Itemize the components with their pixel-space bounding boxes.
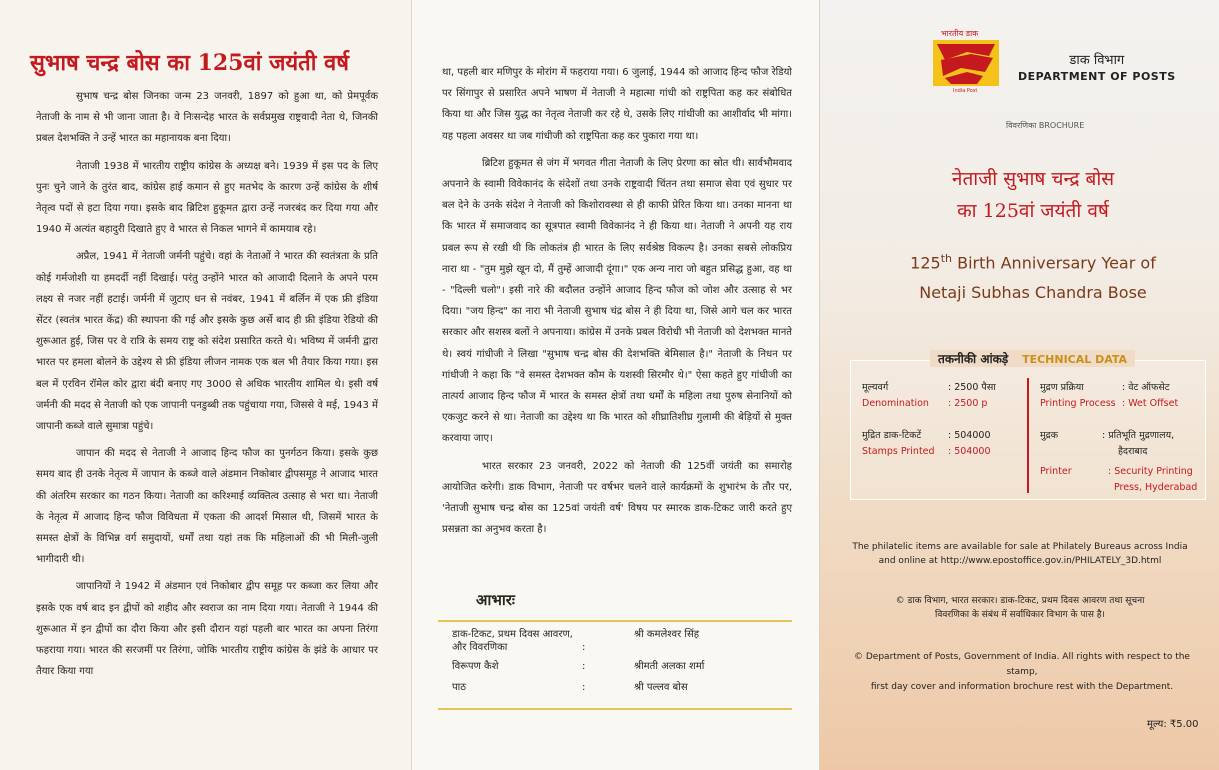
process-value-en: : Wet Offset <box>1122 398 1179 409</box>
ack-row <box>438 681 792 694</box>
ack-name: श्री पल्लव बोस <box>634 682 688 693</box>
ack-role: पाठ <box>452 682 467 693</box>
left-paragraph: जापानियों ने 1942 में अंडमान एवं निकोबार द्वीप समूह पर कब्जा कर लिया और इसके एक वर्ष बाद इन द्वीपों को शहीद और स्वराज का नाम दिया गया। नेताजी ने 1944 की शुरूआत में इन द्वीपों का दौरा किया और इसी दौरान यहां पहली बार भारत का अपना तिरंगा फहराया गया। भारत की सरजमीं पर तिरंगा, जोकि भारतीय राष्ट्रीय कांग्रेस के झंडे के आधार पर तैयार किया गया <box>36 581 378 678</box>
ack-row <box>438 628 792 654</box>
title-number: 125 <box>910 253 941 273</box>
tech-divider <box>1027 378 1029 493</box>
process-label-en: Printing Process <box>1040 398 1116 409</box>
denomination-value-hi: : 2500 पैसा <box>948 382 996 393</box>
title-rest: Birth Anniversary Year of <box>952 253 1156 273</box>
brochure-label: विवरणिका BROCHURE <box>1006 121 1085 130</box>
ack-name: श्री कमलेश्वर सिंह <box>634 629 700 640</box>
left-title: सुभाष चन्द्र बोस का 125वां जयंती वर्ष <box>30 50 350 76</box>
price-label: मूल्य: ₹5.00 <box>1147 719 1199 730</box>
sale-note-line1: The philatelic items are available for sale at Philately Bureaus across India <box>852 542 1188 552</box>
printer-label-en: Printer <box>1040 466 1072 477</box>
ack-colon: : <box>582 661 586 672</box>
left-body <box>36 86 378 688</box>
process-label-hi: मुद्रण प्रक्रिया <box>1040 382 1084 393</box>
cover-title-hindi <box>908 163 1158 227</box>
copyright-english-line2: first day cover and information brochure rest with the Department. <box>870 682 1174 692</box>
cover-title-hindi-line1: नेताजी सुभाष चन्द्र बोस <box>951 168 1115 190</box>
ack-divider <box>438 708 792 710</box>
printer-label-hi: मुद्रक <box>1040 430 1059 441</box>
india-post-logo <box>931 30 1003 94</box>
cover-title-english <box>888 244 1178 308</box>
sale-note-line2: and online at http://www.epostoffice.gov.in/PHILATELY_3D.html <box>878 556 1162 566</box>
ack-title: आभारः <box>476 591 515 609</box>
middle-paragraph: भारत सरकार 23 जनवरी, 2022 को नेताजी की 125वीं जयंती का समारोह आयोजित करेगी। डाक विभाग, नेताजी पर वर्षभर चलने वाले कार्यक्रमों के शुभारंभ के तौर पर, 'नेताजी सुभाष चन्द्र बोस का 125वां जयंती वर्ष' विषय पर स्मारक डाक-टिकट जारी करते हुए प्रसन्नता का अनुभव करता है। <box>442 460 792 536</box>
copyright-hindi-line1: © डाक विभाग, भारत सरकार। डाक-टिकट, प्रथम दिवस आवरण तथा सूचना <box>895 596 1145 606</box>
printed-label-en: Stamps Printed <box>862 446 935 457</box>
tech-denomination <box>862 380 996 412</box>
printed-label-hi: मुद्रित डाक-टिकटें <box>862 430 922 441</box>
copyright-english <box>842 650 1202 695</box>
printer-value-en: : Security Printing <box>1108 466 1193 477</box>
denomination-value-en: : 2500 p <box>948 398 988 409</box>
tech-printing-process <box>1040 380 1178 412</box>
cover-title-english-line2: Netaji Subhas Chandra Bose <box>919 283 1147 303</box>
copyright-english-line1: © Department of Posts, Government of India. All rights with respect to the stamp, <box>854 652 1190 677</box>
printed-value-hi: : 504000 <box>948 430 991 441</box>
ack-colon: : <box>582 642 586 653</box>
left-paragraph: अप्रैल, 1941 में नेताजी जर्मनी पहुंचे। वहां के नेताओं ने भारत की स्वतंत्रता के प्रति कोई गर्मजोशी या हमदर्दी नहीं दिखाई। परंतु उन्होंने भारत को आजादी दिलाने के अपने परम लक्ष्य से नजर नहीं हटाई। जर्मनी में जुटाए धन से नवंबर, 1941 में बर्लिन में एक फ्री इंडिया सेंटर (स्वतंत्र भारत केंद्र) की स्थापना की गई और इसके कुछ अर्से बाद ही फ्री इंडिया रेडियो की शुरूआत हुई, जिस पर वे रात्रि के समय राष्ट्र को संदेश प्रसारित करते थे। भविष्य में जर्मनी द्वारा भारत पर हमला बोलने के उद्देश्य से फ्री इंडिया लीजन नामक एक बल भी तैयार किया गया। इस बल में एरविन रॉमेल कोर द्वारा बंदी बनाए गए 3000 से अधिक भारतीय शामिल थे। इसी वर्ष जर्मनी की मदद से नेताजी को एक जापानी पनडुब्बी तक पहुंचाया गया, जिससे वे मई, 1943 में जापानी कब्जे वाले सुमात्रा पहुंचे। <box>36 251 378 433</box>
ack-role: विरूपण कैशे <box>452 661 499 672</box>
acknowledgements <box>438 590 792 710</box>
middle-paragraph: ब्रिटिश हुकूमत से जंग में भगवत गीता नेताजी के लिए प्रेरणा का स्रोत थी। सार्वभौमवाद अपनाने के स्वामी विवेकानंद के संदेशों तथा उनके राष्ट्रवादी चिंतन तथा समाज सेवा एवं सुधार पर बल देने के उनके संदेश ने नेताजी को किशोरावस्था से ही काफी प्रेरित किया था। उनका मानना था कि भारत में समाजवाद का सूत्रपात स्वामी विवेकानंद ने ही किया था। नेताजी ने अपनी यह राय प्रबल रूप से रखी थी कि लोकतंत्र ही भारत के लिए सर्वश्रेष्ठ विकल्प है। उनका सबसे लोकप्रिय नारा था - "तुम मुझे खून दो, मैं तुम्हें आजादी दूंगा।" एक अन्य नारा जो बहुत प्रसिद्ध हुआ, वह था - "दिल्ली चलो"। इसी नारे की बदौलत उन्होंने आजाद हिन्द फौज को जोश और उत्साह से भर दिया। "जय हिन्द" का नारा भी नेताजी सुभाष चंद्र बोस ने ही दिया था, जिसे आगे चल कर भारत सरकार और सशस्त्र बलों ने अपनाया। कांग्रेस में उनके प्रबल विरोधी भी नेताजी को देशभक्त मानते थे। स्वयं गांधीजी ने लिखा "सुभाष चन्द्र बोस की देशभक्ति बेमिसाल है।" नेताजी के निधन पर गांधीजी ने कहा कि "वे समस्त देशभक्त कौम के यशस्वी सिरमौर थे।" ऐसा कहते हुए गांधीजी का तात्पर्य आजाद हिन्द फौज में भारत के समस्त क्षेत्रों तथा धर्मों के महिला तथा पुरुष सेनानियों को एकजुट करने से था। नेताजी का उद्देश्य था कि भारत को शीघ्रातिशीघ्र गुलामी की बेड़ियों से मुक्त करवाया जाए। <box>442 157 792 445</box>
right-panel <box>820 0 1219 770</box>
ack-row <box>438 660 792 673</box>
ack-colon: : <box>582 682 586 693</box>
title-ordinal: th <box>940 252 953 265</box>
copyright-hindi-line2: विवरणिका के संबंध में सर्वाधिकार विभाग के पास है। <box>935 610 1105 620</box>
cover-title-hindi-line2: का 125वां जयंती वर्ष <box>957 200 1109 222</box>
logo-hindi-text: भारतीय डाक <box>941 29 979 38</box>
dept-english: DEPARTMENT OF POSTS <box>1018 70 1176 83</box>
printer-value-en-city: Press, Hyderabad <box>1114 482 1198 493</box>
left-paragraph: सुभाष चन्द्र बोस जिनका जन्म 23 जनवरी, 1897 को हुआ था, को प्रेमपूर्वक नेताजी के नाम से भी जाना जाता है। वे निःसन्देह भारत के सर्वप्रमुख राष्ट्रवादी नेता थे, जिनकी प्रबल देशभक्ति ने उन्हें भारत का महानायक बना दिया। <box>36 91 378 145</box>
printer-value-hi-city: हैदराबाद <box>1118 446 1148 457</box>
left-paragraph: नेताजी 1938 में भारतीय राष्ट्रीय कांग्रेस के अध्यक्ष बने। 1939 में इस पद के लिए पुनः चुने जाने के तुरंत बाद, कांग्रेस हाई कमान से हुए मतभेद के कारण उन्हें कांग्रेस के शीर्ष नेतृत्व पदों से हटा दिया गया। इसके बाद ब्रिटिश हुकूमत द्वारा उन्हें नजरबंद कर दिया गया और 1940 में अत्यंत बहादुरी दिखाते हुए वे भारत से निकल भागने में कामयाब रहे। <box>36 160 378 236</box>
left-panel <box>0 0 412 770</box>
tech-heading-english: TECHNICAL DATA <box>1022 353 1128 366</box>
sale-note <box>850 540 1190 568</box>
dept-hindi: डाक विभाग <box>1069 53 1125 68</box>
left-paragraph: जापान की मदद से नेताजी ने आजाद हिन्द फौज का पुनर्गठन किया। इसके कुछ समय बाद ही उनके नेतृत्व में जापान के कब्जे वाले अंडमान निकोबार द्वीपसमूह ने आजाद भारत की अंतरिम सरकार का गठन किया। नेताजी का करिश्माई व्यक्तित्व उत्साह से भरा था। नेताजी के नेतृत्व में आजाद हिन्द फौज विविधता में एकता की आदर्श मिसाल थी, जिसमें भारत के समस्त क्षेत्रों के विभिन्न वर्ग समुदायों, धर्मों तथा यहां तक कि महिलाओं की भी मिली-जुली भागीदारी थी। <box>36 448 378 566</box>
middle-body <box>442 62 792 546</box>
denomination-label-en: Denomination <box>862 398 929 409</box>
denomination-label-hi: मूल्यवर्ग <box>862 382 889 393</box>
process-value-hi: : वेट ऑफसेट <box>1122 382 1170 393</box>
middle-panel <box>412 0 820 770</box>
printed-value-en: : 504000 <box>948 446 991 457</box>
technical-data-heading <box>930 350 1135 367</box>
india-post-logo-icon <box>931 30 1003 94</box>
printer-value-hi: : प्रतिभूति मुद्रणालय, <box>1102 430 1175 441</box>
tech-heading-hindi: तकनीकी आंकड़े <box>938 352 1009 366</box>
ack-name: श्रीमती अलका शर्मा <box>634 661 705 672</box>
copyright-hindi <box>850 594 1190 622</box>
ack-role: डाक-टिकट, प्रथम दिवस आवरण, और विवरणिका <box>452 629 573 653</box>
tech-printer <box>1040 428 1197 496</box>
tech-stamps-printed <box>862 428 991 460</box>
department-name <box>1018 50 1176 83</box>
logo-english-text: India Post <box>953 88 978 94</box>
middle-paragraph: था, पहली बार मणिपुर के मोरांग में फहराया गया। 6 जुलाई, 1944 को आजाद हिन्द फौज रेडियो पर सिंगापुर से प्रसारित अपने भाषण में नेताजी ने महात्मा गांधी को राष्ट्रपिता कह कर संबोधित किया था और जिस युद्ध का नेतृत्व नेताजी कर रहे थे, उसके लिए गांधीजी का आशीर्वाद भी मांगा। यह पहला अवसर था जब गांधीजी को राष्ट्रपिता कह कर पुकारा गया था। <box>442 67 792 142</box>
